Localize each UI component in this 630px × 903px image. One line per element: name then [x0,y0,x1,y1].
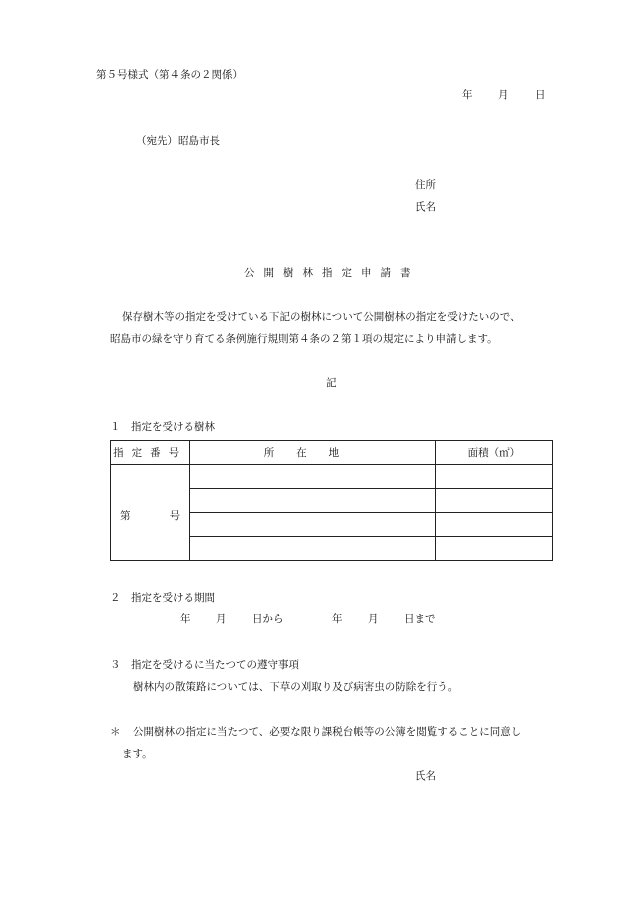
header-area: 面積（㎡） [435,441,552,465]
designation-number-cell[interactable] [111,465,190,561]
area-cell[interactable] [435,465,552,489]
addressee: （宛先）昭島市長 [136,135,220,147]
consent-line-2: ます。 [122,748,153,760]
table-header-row [111,441,553,465]
applicant-address-label: 住所 [415,179,436,191]
area-cell[interactable] [435,537,552,561]
intro-line-2: 昭島市の緑を守り育てる条例施行規則第４条の２第１項の規定により申請します。 [110,333,498,345]
number-suffix: 号 [169,510,181,522]
section3-body: 樹林内の散策路については、下草の刈取り及び病害虫の防除を行う。 [133,681,459,693]
period-to-day: 日まで [404,613,436,625]
period-from-year: 年 [180,613,191,625]
form-number-label: 第５号様式（第４条の２関係） [96,69,243,81]
period-to-month: 月 [368,613,379,625]
location-cell[interactable] [190,513,436,537]
date-day: 日 [535,89,546,101]
applicant-name-label: 氏名 [415,201,436,213]
page-title: 公開樹林指定申請書 [244,267,420,279]
forest-table [110,440,553,561]
section1-heading: １ 指定を受ける樹林 [110,421,215,433]
section3-heading: ３ 指定を受けるに当たつての遵守事項 [110,659,299,671]
location-cell[interactable] [190,465,436,489]
area-cell[interactable] [435,513,552,537]
location-cell[interactable] [190,489,436,513]
intro-line-1: 保存樹木等の指定を受けている下記の樹林について公開樹林の指定を受けたいので、 [122,311,521,323]
header-location: 所在地 [190,441,436,465]
consent-mark: ＊ [110,726,121,738]
section2-heading: ２ 指定を受ける期間 [110,592,215,604]
consent-line-1: 公開樹林の指定に当たつて、必要な限り課税台帳等の公簿を閲覧することに同意し [133,726,522,738]
header-designation-number: 指定番号 [111,441,190,465]
date-year: 年 [462,89,473,101]
table-row [111,465,553,489]
period-from-day: 日から [252,613,284,625]
location-cell[interactable] [190,537,436,561]
consent-name-label: 氏名 [415,770,436,782]
ki-label: 記 [326,377,337,389]
period-to-year: 年 [332,613,343,625]
date-month: 月 [498,89,509,101]
period-from-month: 月 [216,613,227,625]
number-prefix: 第 [120,510,131,522]
area-cell[interactable] [435,489,552,513]
